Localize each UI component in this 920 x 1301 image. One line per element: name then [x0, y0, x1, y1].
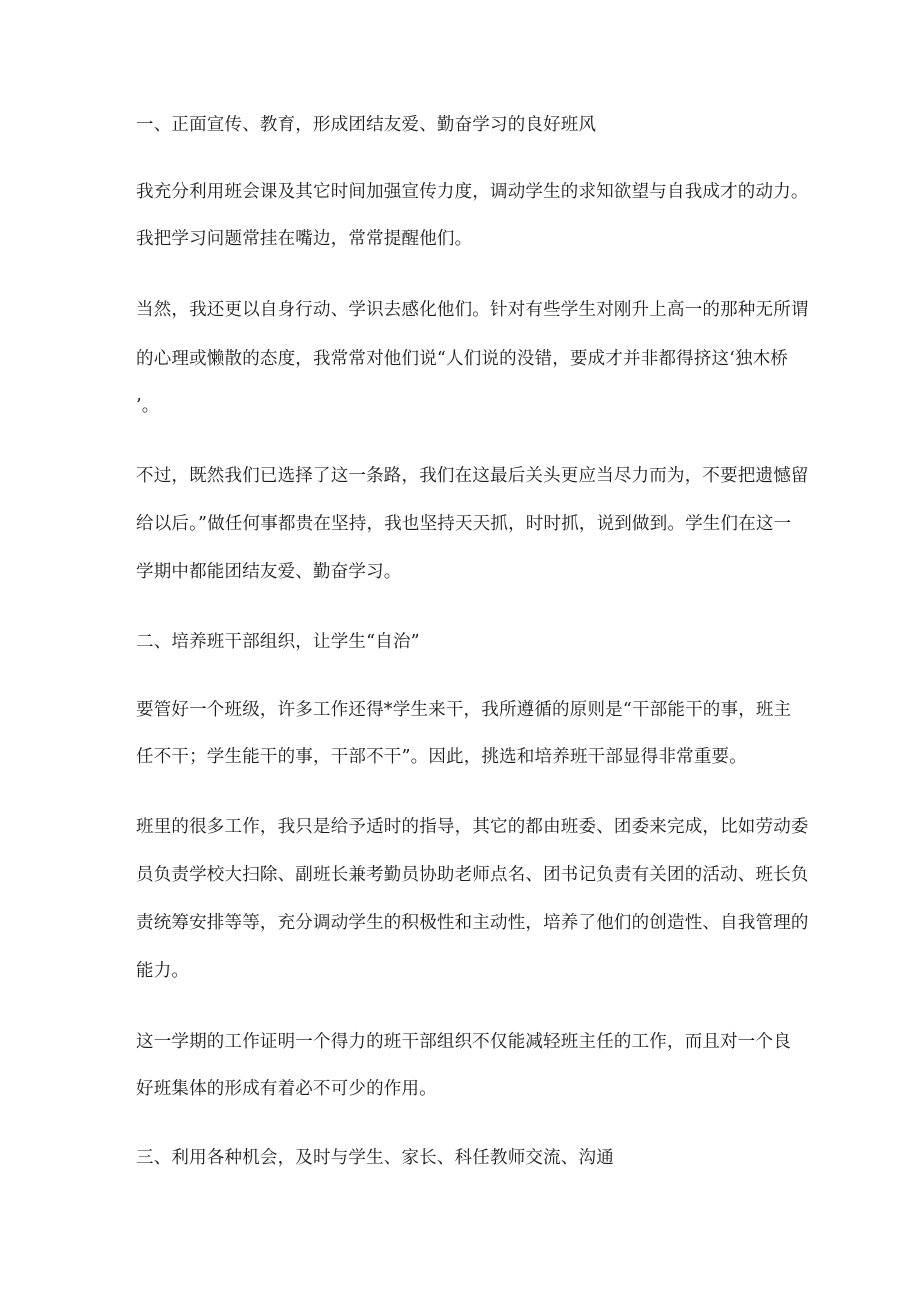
section-heading-1: 一、正面宣传、教育，形成团结友爱、勤奋学习的良好班风	[136, 115, 597, 135]
paragraph-5-line-1: 班里的很多工作，我只是给予适时的指导，其它的都由班委、团委来完成，比如劳动委	[136, 817, 809, 837]
paragraph-1-line-2: 我把学习问题常挂在嘴边，常常提醒他们。	[136, 229, 473, 249]
paragraph-6-line-1: 这一学期的工作证明一个得力的班干部组织不仅能减轻班主任的工作，而且对一个良	[136, 1032, 791, 1052]
paragraph-3-line-1: 不过，既然我们已选择了这一条路，我们在这最后关头更应当尽力而为，不要把遗憾留	[136, 466, 809, 486]
paragraph-1-line-1: 我充分利用班会课及其它时间加强宣传力度，调动学生的求知欲望与自我成才的动力。	[136, 182, 809, 202]
section-heading-2: 二、培养班干部组织，让学生“自治”	[136, 632, 420, 652]
paragraph-2-line-1: 当然，我还更以自身行动、学识去感化他们。针对有些学生对刚升上高一的那种无所谓	[136, 300, 809, 320]
paragraph-4-line-1: 要管好一个班级，许多工作还得*学生来干，我所遵循的原则是“干部能干的事，班主	[136, 700, 792, 720]
paragraph-6-line-2: 好班集体的形成有着必不可少的作用。	[136, 1079, 437, 1099]
paragraph-5-line-2: 员负责学校大扫除、副班长兼考勤员协助老师点名、团书记负责有关团的活动、班长负	[136, 865, 809, 885]
paragraph-3-line-3: 学期中都能团结友爱、勤奋学习。	[136, 562, 402, 582]
paragraph-5-line-3: 责统筹安排等等，充分调动学生的积极性和主动性，培养了他们的创造性、自我管理的	[136, 913, 809, 933]
paragraph-5-line-4: 能力。	[136, 961, 190, 981]
paragraph-2-line-3: ’。	[136, 396, 160, 416]
paragraph-4-line-2: 任不干；学生能干的事，干部不干”。因此，挑选和培养班干部显得非常重要。	[136, 747, 747, 767]
paragraph-2-line-2: 的心理或懒散的态度，我常常对他们说“人们说的没错，要成才并非都得挤这‘独木桥	[136, 349, 789, 369]
section-heading-3: 三、利用各种机会，及时与学生、家长、科任教师交流、沟通	[136, 1148, 614, 1168]
paragraph-3-line-2: 给以后。”做任何事都贵在坚持，我也坚持天天抓，时时抓，说到做到。学生们在这一	[136, 514, 792, 534]
